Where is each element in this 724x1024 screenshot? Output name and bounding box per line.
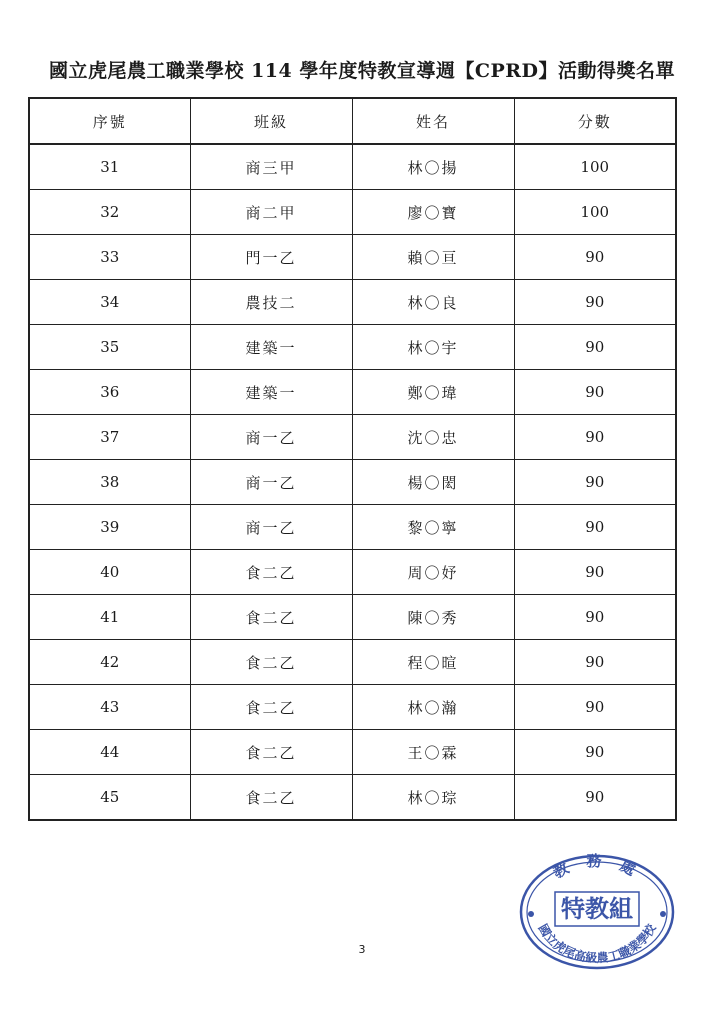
cell-class: 食二乙: [190, 775, 352, 821]
table-row: [29, 325, 676, 370]
table-row: [29, 280, 676, 325]
cell-serial: 35: [29, 325, 190, 370]
cell-name: 陳〇秀: [352, 595, 514, 640]
cell-score: 90: [514, 685, 676, 730]
table-row: [29, 775, 676, 821]
table-row: [29, 144, 676, 190]
cell-name: 林〇揚: [352, 144, 514, 190]
table-body: [29, 144, 676, 820]
cell-name: 賴〇亘: [352, 235, 514, 280]
cell-name: 周〇妤: [352, 550, 514, 595]
seal-stamp: [517, 852, 677, 972]
cell-class: 商一乙: [190, 460, 352, 505]
cell-class: 食二乙: [190, 685, 352, 730]
document-title: 國立虎尾農工職業學校 114 學年度特教宣導週【CPRD】活動得獎名單: [48, 60, 676, 82]
cell-score: 90: [514, 595, 676, 640]
svg-text:特教組: 特教組: [561, 894, 633, 923]
cell-score: 100: [514, 190, 676, 235]
table-row: [29, 190, 676, 235]
table-row: [29, 415, 676, 460]
cell-name: 林〇瀚: [352, 685, 514, 730]
cell-name: 楊〇閎: [352, 460, 514, 505]
cell-class: 食二乙: [190, 595, 352, 640]
cell-serial: 41: [29, 595, 190, 640]
cell-score: 90: [514, 550, 676, 595]
cell-serial: 36: [29, 370, 190, 415]
page-number: 3: [358, 943, 366, 956]
cell-score: 90: [514, 730, 676, 775]
cell-class: 食二乙: [190, 640, 352, 685]
table-header-row: [29, 98, 676, 144]
table-row: [29, 235, 676, 280]
cell-score: 90: [514, 235, 676, 280]
cell-name: 林〇良: [352, 280, 514, 325]
seal-icon: [517, 852, 677, 972]
cell-class: 食二乙: [190, 550, 352, 595]
table-row: [29, 370, 676, 415]
cell-serial: 39: [29, 505, 190, 550]
cell-serial: 32: [29, 190, 190, 235]
cell-class: 商三甲: [190, 144, 352, 190]
cell-score: 90: [514, 325, 676, 370]
header-serial: 序號: [29, 98, 190, 144]
svg-text:教 務 處: 教 務 處: [550, 852, 644, 882]
cell-serial: 37: [29, 415, 190, 460]
header-name: 姓名: [352, 98, 514, 144]
cell-score: 90: [514, 505, 676, 550]
cell-class: 建築一: [190, 370, 352, 415]
cell-serial: 31: [29, 144, 190, 190]
cell-name: 林〇琮: [352, 775, 514, 821]
table-row: [29, 550, 676, 595]
cell-serial: 40: [29, 550, 190, 595]
awards-table: [28, 97, 677, 821]
cell-class: 食二乙: [190, 730, 352, 775]
header-score: 分數: [514, 98, 676, 144]
cell-score: 90: [514, 280, 676, 325]
cell-class: 農技二: [190, 280, 352, 325]
table-row: [29, 595, 676, 640]
cell-class: 建築一: [190, 325, 352, 370]
cell-name: 黎〇寧: [352, 505, 514, 550]
svg-text:國立虎尾高級農工職業學校: 國立虎尾高級農工職業學校: [535, 921, 659, 966]
cell-class: 商一乙: [190, 415, 352, 460]
cell-class: 門一乙: [190, 235, 352, 280]
cell-serial: 43: [29, 685, 190, 730]
cell-name: 王〇霖: [352, 730, 514, 775]
cell-score: 100: [514, 144, 676, 190]
cell-serial: 44: [29, 730, 190, 775]
cell-serial: 38: [29, 460, 190, 505]
cell-class: 商二甲: [190, 190, 352, 235]
cell-name: 鄭〇瑋: [352, 370, 514, 415]
cell-name: 程〇暄: [352, 640, 514, 685]
table-row: [29, 730, 676, 775]
table-row: [29, 640, 676, 685]
cell-score: 90: [514, 370, 676, 415]
cell-serial: 45: [29, 775, 190, 821]
cell-name: 廖〇寶: [352, 190, 514, 235]
table-row: [29, 685, 676, 730]
cell-serial: 42: [29, 640, 190, 685]
cell-name: 沈〇忠: [352, 415, 514, 460]
cell-name: 林〇宇: [352, 325, 514, 370]
cell-score: 90: [514, 460, 676, 505]
cell-serial: 33: [29, 235, 190, 280]
header-class: 班級: [190, 98, 352, 144]
cell-score: 90: [514, 775, 676, 821]
table-row: [29, 460, 676, 505]
cell-class: 商一乙: [190, 505, 352, 550]
cell-score: 90: [514, 640, 676, 685]
table-row: [29, 505, 676, 550]
cell-score: 90: [514, 415, 676, 460]
cell-serial: 34: [29, 280, 190, 325]
